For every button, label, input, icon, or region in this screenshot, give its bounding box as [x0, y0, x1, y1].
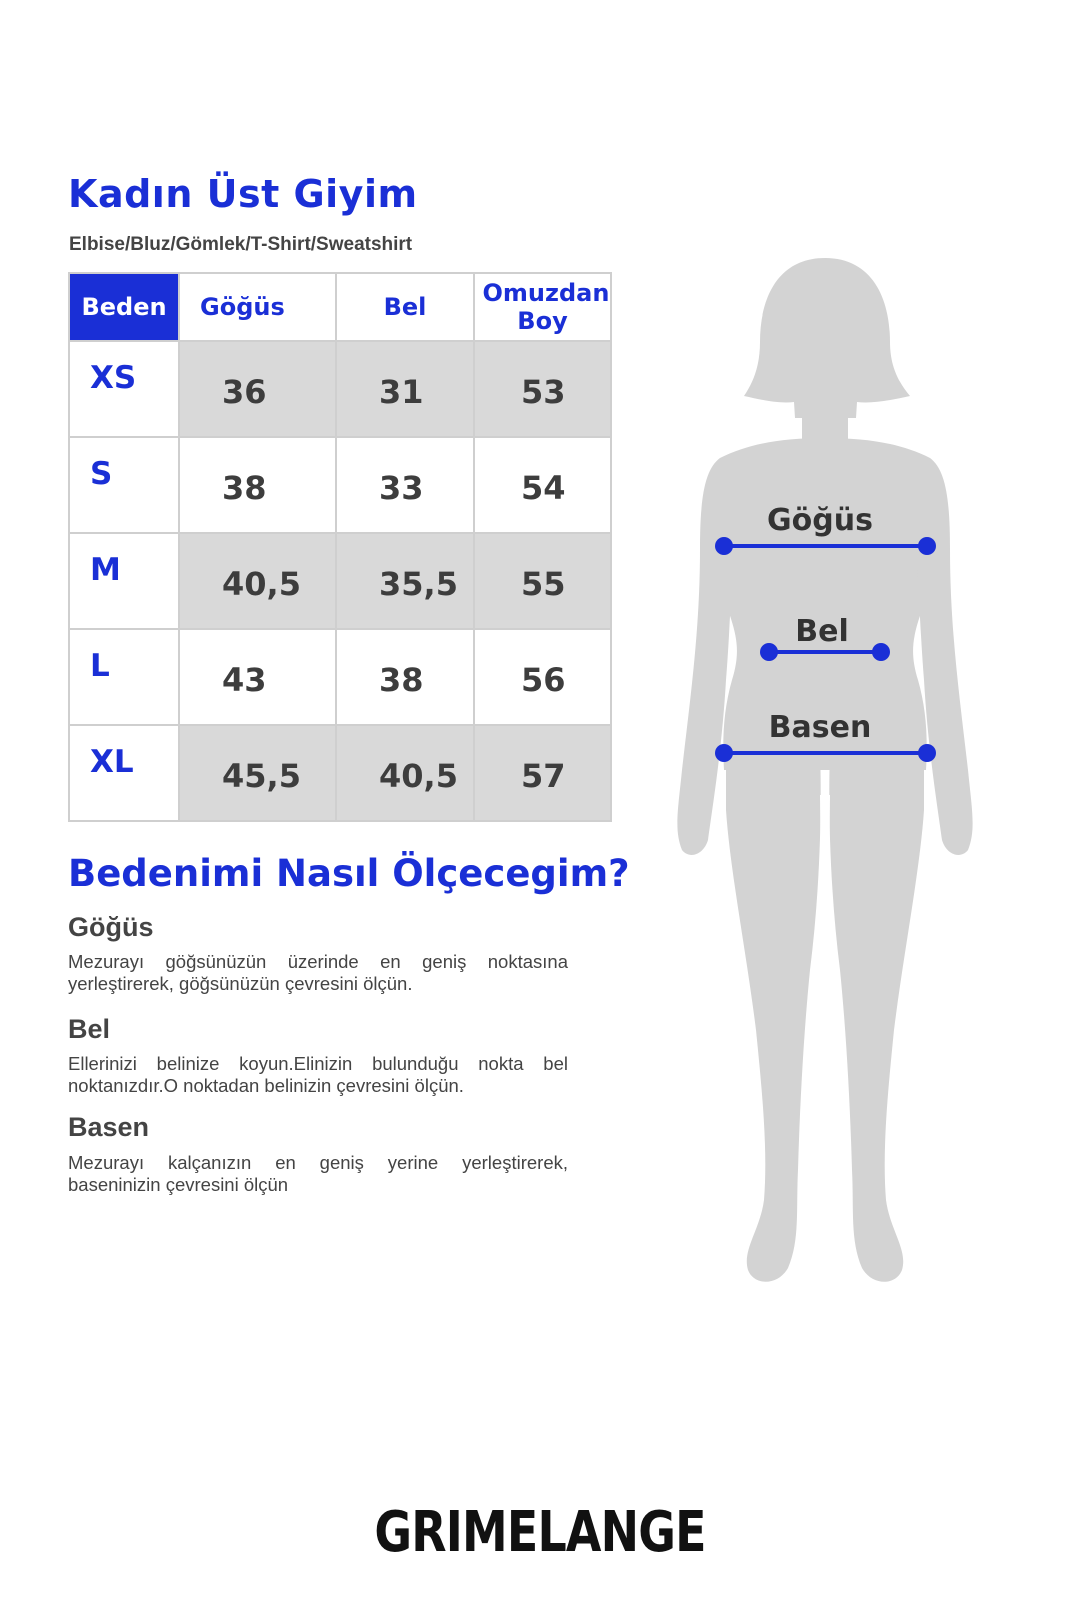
- guide-heading-gogus: Göğüs: [68, 912, 154, 942]
- guide-title: Bedenimi Nasıl Ölçecegim?: [68, 852, 630, 895]
- figure-label-gogus: Göğüs: [767, 503, 873, 538]
- guide-text-basen: Mezurayı kalçanızın en geniş yerine yerleştirerek, baseninizin çevresini ölçün: [68, 1152, 568, 1195]
- body-silhouette: [660, 250, 1000, 1300]
- figure-label-bel: Bel: [795, 614, 849, 649]
- bel-cell: 38: [336, 629, 474, 725]
- size-table: [68, 272, 612, 822]
- header-gogus: Göğüs: [179, 273, 336, 341]
- size-cell: M: [69, 533, 179, 629]
- bel-cell: 31: [336, 341, 474, 437]
- header-omuzdan-boy: [474, 273, 611, 341]
- table-row: [69, 341, 611, 437]
- boy-cell: 55: [474, 533, 611, 629]
- header-omuzdan-boy-text: Omuzdan Boy: [482, 279, 610, 335]
- size-cell: S: [69, 437, 179, 533]
- bel-cell: 35,5: [336, 533, 474, 629]
- size-cell: L: [69, 629, 179, 725]
- guide-text-bel: Ellerinizi belinize koyun.Elinizin bulunduğu nokta bel noktanızdır.O noktadan belinizin çevresini ölçün.: [68, 1053, 568, 1096]
- table-row: [69, 725, 611, 821]
- bel-cell: 40,5: [336, 725, 474, 821]
- boy-cell: 56: [474, 629, 611, 725]
- chest-measure-point-right: [918, 537, 936, 555]
- bel-cell: 33: [336, 437, 474, 533]
- guide-heading-bel: Bel: [68, 1014, 111, 1044]
- boy-cell: 57: [474, 725, 611, 821]
- gogus-cell: 45,5: [179, 725, 336, 821]
- gogus-cell: 40,5: [179, 533, 336, 629]
- page-subtitle: Elbise/Bluz/Gömlek/T-Shirt/Sweatshirt: [69, 234, 413, 255]
- header-bel: Bel: [336, 273, 474, 341]
- hip-measure-point-left: [715, 744, 733, 762]
- page-title: Kadın Üst Giyim: [68, 172, 418, 216]
- waist-measure-point-right: [872, 643, 890, 661]
- size-cell: XL: [69, 725, 179, 821]
- waist-measure-point-left: [760, 643, 778, 661]
- silhouette-shape: [677, 258, 972, 1282]
- gogus-cell: 36: [179, 341, 336, 437]
- gogus-cell: 38: [179, 437, 336, 533]
- table-row: [69, 629, 611, 725]
- leg-gap: [820, 795, 830, 1010]
- size-cell: XS: [69, 341, 179, 437]
- hip-measure-point-right: [918, 744, 936, 762]
- size-table-header-row: [69, 273, 611, 341]
- gogus-cell: 43: [179, 629, 336, 725]
- header-beden: Beden: [69, 273, 179, 341]
- figure-label-basen: Basen: [768, 710, 872, 745]
- table-row: [69, 533, 611, 629]
- table-row: [69, 437, 611, 533]
- boy-cell: 53: [474, 341, 611, 437]
- chest-measure-point-left: [715, 537, 733, 555]
- brand-logo: GRIMELANGE: [374, 1500, 706, 1565]
- boy-cell: 54: [474, 437, 611, 533]
- guide-text-gogus: Mezurayı göğsünüzün üzerinde en geniş noktasına yerleştirerek, göğsünüzün çevresini ölçün.: [68, 951, 568, 994]
- guide-heading-basen: Basen: [68, 1112, 150, 1142]
